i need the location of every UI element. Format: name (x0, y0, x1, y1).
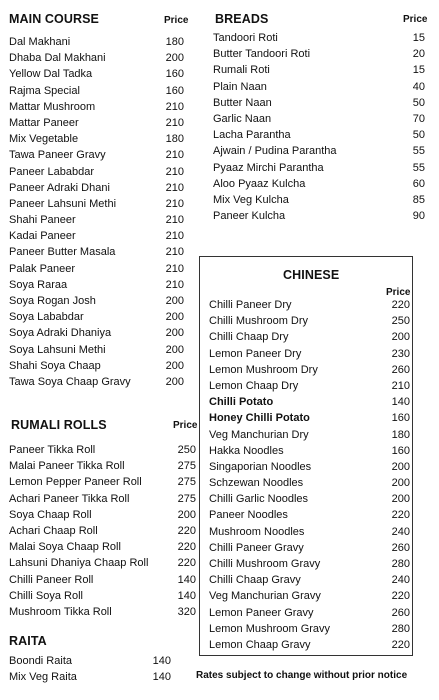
menu-item (9, 164, 184, 180)
menu-item-name: Paneer Adraki Dhani (9, 181, 110, 194)
menu-item-price: 20 (412, 48, 425, 61)
menu-item (213, 176, 425, 192)
menu-item (9, 604, 196, 620)
menu-item-name: Singaporian Noodles (209, 460, 312, 473)
menu-item-name: Lemon Chaap Dry (209, 379, 299, 392)
menu-item-price: 40 (412, 80, 425, 93)
menu-item-price: 200 (165, 375, 184, 388)
menu-item-name: Soya Lahsuni Methi (9, 343, 106, 356)
menu-item-name: Lemon Mushroom Dry (209, 363, 318, 376)
menu-item (209, 459, 410, 475)
menu-item-name: Plain Naan (213, 80, 267, 93)
menu-item-name: Shahi Soya Chaap (9, 359, 101, 372)
menu-item-name: Soya Lababdar (9, 311, 84, 324)
menu-item (209, 378, 410, 394)
menu-item-name: Lacha Parantha (213, 129, 291, 142)
menu-item-name: Soya Chaap Roll (9, 508, 92, 521)
chinese-title: CHINESE (283, 268, 340, 282)
menu-item-name: Lemon Mushroom Gravy (209, 622, 331, 635)
main-course-price-label: Price (164, 15, 189, 26)
menu-item-price: 160 (391, 412, 410, 425)
menu-item-price: 220 (391, 299, 410, 311)
menu-item (209, 540, 410, 556)
menu-item-price: 210 (165, 149, 184, 162)
menu-item-price: 200 (165, 52, 184, 65)
menu-item-name: Schzewan Noodles (209, 477, 304, 490)
menu-item (9, 358, 184, 374)
raita-title: RAITA (9, 634, 47, 648)
menu-item-name: Honey Chilli Potato (209, 412, 310, 425)
menu-item (209, 297, 410, 313)
menu-item (209, 588, 410, 604)
menu-item (9, 555, 196, 571)
main-course-section (9, 10, 189, 390)
menu-item-name: Lemon Pepper Paneer Roll (9, 476, 142, 489)
menu-item-price: 210 (165, 100, 184, 113)
menu-item-price: 160 (165, 68, 184, 81)
menu-item (9, 523, 196, 539)
menu-item (9, 309, 184, 325)
menu-item-price: 275 (177, 460, 196, 473)
menu-item-name: Veg Manchurian Gravy (209, 590, 321, 603)
raita-section (9, 634, 171, 694)
menu-item-price: 230 (391, 347, 410, 360)
menu-item-name: Chilli Mushroom Dry (209, 315, 309, 328)
menu-item-name: Paneer Butter Masala (9, 246, 116, 259)
menu-item (9, 131, 184, 147)
menu-item-price: 210 (165, 214, 184, 227)
menu-item (9, 325, 184, 341)
rumali-rolls-price-label: Price (173, 420, 198, 431)
menu-item (9, 50, 184, 66)
menu-item (9, 507, 196, 523)
menu-item (209, 572, 410, 588)
menu-item-name: Chilli Chaap Gravy (209, 574, 301, 587)
menu-item-name: Mushroom Tikka Roll (9, 605, 112, 618)
menu-item-name: Rumali Roti (213, 64, 270, 77)
menu-item-price: 180 (165, 133, 184, 146)
menu-item-price: 210 (165, 165, 184, 178)
menu-item-name: Garlic Naan (213, 112, 272, 125)
menu-item (9, 244, 184, 260)
menu-item-price: 50 (412, 129, 425, 142)
menu-item (9, 458, 196, 474)
chinese-box (199, 256, 413, 656)
menu-item (213, 95, 425, 111)
menu-item (213, 30, 425, 46)
menu-item (9, 491, 196, 507)
menu-item (9, 180, 184, 196)
menu-item-name: Veg Manchurian Dry (209, 428, 309, 441)
menu-item-name: Chilli Paneer Roll (9, 573, 94, 586)
footer-note: Rates subject to change without prior notice (196, 670, 408, 681)
menu-item-name: Lemon Paneer Dry (209, 347, 302, 360)
menu-item (9, 212, 184, 228)
menu-item-price: 15 (412, 32, 425, 44)
menu-item-price: 200 (391, 331, 410, 344)
menu-item (209, 329, 410, 345)
menu-item (9, 474, 196, 490)
menu-item-price: 70 (412, 112, 425, 125)
menu-item-name: Rajma Special (9, 84, 80, 97)
menu-item (9, 99, 184, 115)
menu-item-price: 250 (177, 444, 196, 456)
menu-item-name: Malai Soya Chaap Roll (9, 541, 121, 554)
menu-item-price: 160 (165, 84, 184, 97)
menu-item-price: 210 (165, 230, 184, 243)
menu-item-name: Dhaba Dal Makhani (9, 52, 106, 65)
menu-item-name: Aloo Pyaaz Kulcha (213, 177, 306, 190)
menu-item (9, 147, 184, 163)
chinese-price-label: Price (386, 287, 411, 298)
menu-item-price: 140 (177, 589, 196, 602)
menu-item-price: 180 (391, 428, 410, 441)
menu-item (9, 342, 184, 358)
menu-item (9, 277, 184, 293)
menu-item (9, 34, 184, 50)
menu-item-name: Shahi Paneer (9, 214, 76, 227)
menu-item-name: Hakka Noodles (209, 444, 284, 457)
menu-item (209, 556, 410, 572)
menu-item (209, 621, 410, 637)
menu-item (209, 491, 410, 507)
menu-item-name: Mix Veg Kulcha (213, 193, 289, 206)
menu-item (209, 443, 410, 459)
menu-item-price: 140 (177, 573, 196, 586)
menu-item (213, 62, 425, 78)
menu-item (213, 143, 425, 159)
menu-item (213, 160, 425, 176)
menu-item-price: 240 (391, 525, 410, 538)
menu-item-name: Mattar Paneer (9, 116, 79, 129)
menu-item-price: 220 (177, 541, 196, 554)
menu-item-name: Lemon Chaap Gravy (209, 638, 311, 651)
menu-item (9, 66, 184, 82)
menu-item-name: Palak Paneer (9, 262, 76, 275)
menu-item-price: 220 (391, 638, 410, 651)
menu-item-price: 280 (391, 558, 410, 570)
menu-item-price: 200 (177, 508, 196, 521)
menu-item-name: Butter Tandoori Roti (213, 48, 311, 61)
menu-item-price: 260 (391, 541, 410, 554)
menu-item-name: Mushroom Noodles (209, 525, 305, 538)
menu-item-price: 260 (391, 606, 410, 619)
menu-item-price: 60 (412, 177, 425, 190)
menu-item-price: 200 (165, 295, 184, 307)
menu-item-name: Chilli Potato (209, 396, 274, 409)
menu-item-name: Soya Rogan Josh (9, 295, 96, 307)
menu-item-name: Soya Raraa (9, 278, 68, 291)
menu-item-name: Yellow Dal Tadka (9, 68, 93, 81)
menu-item (213, 46, 425, 62)
menu-item-name: Chilli Paneer Dry (209, 299, 292, 311)
menu-item-price: 55 (412, 161, 425, 174)
menu-item-name: Butter Naan (213, 96, 272, 109)
menu-item (9, 572, 196, 588)
menu-item (209, 637, 410, 653)
raita-list (9, 653, 171, 685)
rumali-rolls-title: RUMALI ROLLS (11, 418, 107, 432)
menu-item (9, 83, 184, 99)
menu-item (9, 669, 171, 685)
menu-item (9, 588, 196, 604)
menu-item-name: Pyaaz Mirchi Parantha (213, 161, 324, 174)
menu-item-name: Soya Adraki Dhaniya (9, 327, 112, 340)
menu-item (209, 410, 410, 426)
menu-item-name: Chilli Chaap Dry (209, 331, 289, 344)
menu-item-name: Paneer Lababdar (9, 165, 95, 178)
menu-item-price: 210 (165, 246, 184, 259)
menu-item-price: 220 (391, 509, 410, 522)
menu-item-price: 140 (152, 655, 171, 667)
breads-list (213, 30, 425, 224)
menu-item-price: 200 (165, 343, 184, 356)
menu-item-name: Chilli Garlic Noodles (209, 493, 309, 506)
menu-item (9, 653, 171, 669)
menu-item-name: Mix Veg Raita (9, 671, 77, 684)
menu-item (209, 475, 410, 491)
menu-item (209, 524, 410, 540)
menu-item-price: 275 (177, 476, 196, 489)
menu-item-price: 90 (412, 210, 425, 223)
menu-item (9, 196, 184, 212)
breads-price-label: Price (403, 14, 428, 25)
menu-item-name: Chilli Mushroom Gravy (209, 558, 321, 570)
menu-item-name: Kadai Paneer (9, 230, 76, 243)
main-course-list (9, 34, 184, 390)
menu-item-name: Tawa Soya Chaap Gravy (9, 375, 131, 388)
menu-item-price: 240 (391, 574, 410, 587)
menu-item-name: Boondi Raita (9, 655, 72, 667)
menu-item-name: Lahsuni Dhaniya Chaap Roll (9, 557, 149, 570)
menu-item (213, 192, 425, 208)
menu-item (209, 346, 410, 362)
menu-item-price: 200 (165, 327, 184, 340)
menu-item-price: 160 (391, 444, 410, 457)
menu-item (9, 261, 184, 277)
menu-item-name: Chilli Paneer Gravy (209, 541, 304, 554)
menu-item-price: 140 (152, 671, 171, 684)
menu-item-name: Paneer Kulcha (213, 210, 286, 223)
menu-item (213, 127, 425, 143)
menu-item-price: 280 (391, 622, 410, 635)
menu-item-price: 180 (165, 36, 184, 48)
menu-item (9, 374, 184, 390)
menu-item-price: 85 (412, 193, 425, 206)
menu-item-price: 50 (412, 96, 425, 109)
breads-title: BREADS (215, 12, 269, 26)
menu-item-price: 210 (391, 379, 410, 392)
menu-item-price: 210 (165, 278, 184, 291)
menu-item-price: 220 (391, 590, 410, 603)
menu-item (209, 362, 410, 378)
main-course-title: MAIN COURSE (9, 12, 99, 26)
menu-item-name: Malai Paneer Tikka Roll (9, 460, 125, 473)
menu-item-price: 220 (177, 524, 196, 537)
menu-item-name: Mix Vegetable (9, 133, 79, 146)
menu-item-price: 140 (391, 396, 410, 409)
menu-item-name: Tandoori Roti (213, 32, 278, 44)
menu-item-name: Lemon Paneer Gravy (209, 606, 314, 619)
menu-item (209, 394, 410, 410)
menu-item-name: Achari Chaap Roll (9, 524, 98, 537)
menu-item-price: 260 (391, 363, 410, 376)
menu-item-name: Paneer Lahsuni Methi (9, 197, 117, 210)
menu-item (9, 539, 196, 555)
menu-item (213, 208, 425, 224)
menu-item-price: 275 (177, 492, 196, 505)
menu-item-name: Mattar Mushroom (9, 100, 96, 113)
menu-item-price: 200 (391, 477, 410, 490)
menu-item-price: 200 (391, 493, 410, 506)
menu-item-price: 55 (412, 145, 425, 158)
menu-item (9, 115, 184, 131)
menu-item-price: 250 (391, 315, 410, 328)
menu-item (209, 605, 410, 621)
menu-item (9, 228, 184, 244)
menu-item-price: 200 (165, 359, 184, 372)
menu-item (213, 111, 425, 127)
menu-item-price: 210 (165, 116, 184, 129)
menu-item-name: Ajwain / Pudina Parantha (213, 145, 337, 158)
menu-item-price: 220 (177, 557, 196, 570)
menu-item-name: Tawa Paneer Gravy (9, 149, 106, 162)
menu-item-price: 15 (412, 64, 425, 77)
menu-item-name: Chilli Soya Roll (9, 589, 83, 602)
menu-item-price: 200 (391, 460, 410, 473)
menu-item (209, 507, 410, 523)
menu-item-name: Dal Makhani (9, 36, 71, 48)
menu-item-name: Achari Paneer Tikka Roll (9, 492, 130, 505)
menu-item (9, 293, 184, 309)
menu-item-price: 210 (165, 181, 184, 194)
menu-item-name: Paneer Tikka Roll (9, 444, 96, 456)
menu-item-price: 210 (165, 197, 184, 210)
menu-item-name: Paneer Noodles (209, 509, 288, 522)
rumali-rolls-list (9, 442, 196, 620)
menu-item-price: 320 (177, 605, 196, 618)
menu-item-price: 210 (165, 262, 184, 275)
menu-item-price: 200 (165, 311, 184, 324)
breads-section (213, 10, 428, 230)
rumali-rolls-section (9, 416, 196, 626)
menu-item (9, 442, 196, 458)
menu-item (209, 427, 410, 443)
menu-item (209, 313, 410, 329)
menu-item (213, 79, 425, 95)
chinese-list (209, 297, 410, 653)
